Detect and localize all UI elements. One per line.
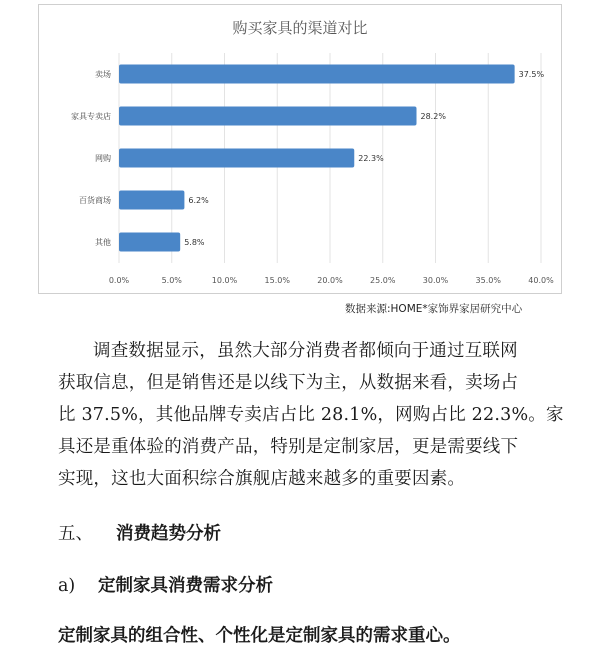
bar (119, 191, 184, 210)
x-tick-label: 20.0% (317, 276, 343, 285)
x-tick-label: 0.0% (108, 276, 130, 285)
paragraph-line: 获取信息，但是销售还是以线下为主，从数据来看，卖场占 (58, 373, 519, 393)
bar (119, 65, 515, 84)
data-source-note: 数据来源:HOME*家饰界家居研究中心 (345, 303, 523, 315)
category-label: 百货商场 (79, 196, 111, 205)
value-label: 5.8% (184, 238, 205, 247)
chart-title: 购买家具的渠道对比 (232, 19, 368, 37)
subsection-heading (58, 572, 273, 597)
conclusion-text: 定制家具的组合性、个性化是定制家具的需求重心。 (58, 626, 461, 646)
x-tick-label: 40.0% (528, 276, 554, 285)
bar (119, 107, 417, 126)
section-number: 五、 (58, 524, 93, 544)
subsection-title: 定制家具消费需求分析 (98, 576, 273, 596)
subsection-number: a) (58, 576, 76, 596)
value-label: 22.3% (358, 154, 384, 163)
chart-frame (38, 4, 562, 294)
category-label: 家具专卖店 (71, 112, 111, 121)
paragraph-line: 实现，这也大面积综合旗舰店越来越多的重要因素。 (58, 469, 466, 489)
value-label: 6.2% (188, 196, 209, 205)
bars (119, 65, 515, 252)
category-label: 网购 (95, 154, 111, 163)
value-label: 28.2% (420, 112, 446, 121)
bar-chart (39, 5, 561, 293)
x-tick-label: 5.0% (161, 276, 182, 285)
bar (119, 233, 180, 252)
x-tick-label: 35.0% (475, 276, 501, 285)
paragraph-line: 调查数据显示，虽然大部分消费者都倾向于通过互联网 (93, 341, 518, 361)
category-label: 其他 (95, 238, 111, 247)
section-heading (58, 520, 221, 545)
value-label: 37.5% (518, 70, 545, 79)
x-tick-label: 30.0% (422, 276, 449, 285)
body-paragraph (58, 335, 586, 495)
paragraph-line: 比 37.5%，其他品牌专卖店占比 28.1%，网购占比 22.3%。家 (58, 405, 564, 425)
x-tick-label: 10.0% (211, 276, 238, 285)
x-tick-label: 25.0% (370, 276, 396, 285)
section-title: 消费趋势分析 (116, 524, 221, 544)
category-label: 卖场 (95, 70, 111, 79)
paragraph-line: 具还是重体验的消费产品，特别是定制家居，更是需要线下 (58, 437, 519, 457)
x-tick-label: 15.0% (264, 276, 290, 285)
labels (71, 69, 554, 285)
bar (119, 149, 354, 168)
